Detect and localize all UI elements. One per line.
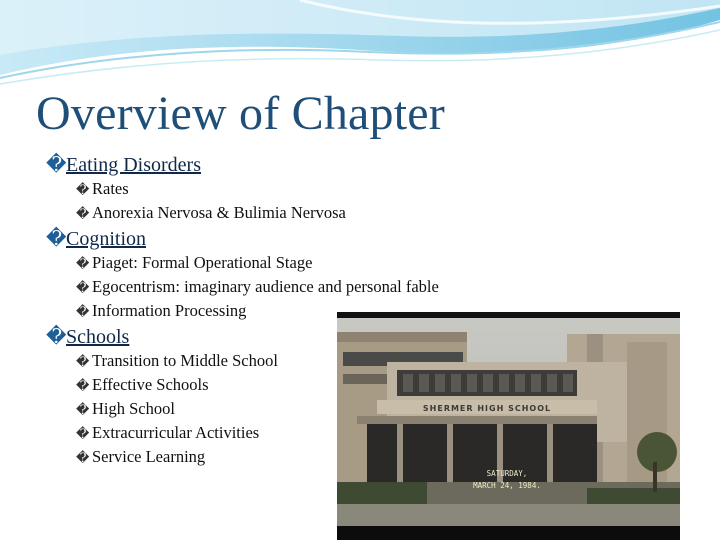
bullet-item: � Anorexia Nervosa & Bulimia Nervosa <box>76 201 686 225</box>
bullet-item: � Transition to Middle School <box>76 349 686 373</box>
bullet-icon: � <box>76 378 90 393</box>
bullet-icon: � <box>76 450 90 465</box>
bullet-item: � High School <box>76 397 686 421</box>
header-wave-decoration <box>0 0 720 90</box>
bullet-icon: � <box>46 228 67 250</box>
school-photo <box>337 312 680 540</box>
bullet-item: � Rates <box>76 177 686 201</box>
slide-title: Overview of Chapter <box>36 87 445 140</box>
bullet-icon: � <box>76 280 90 295</box>
section-heading-schools: �Schools <box>46 326 130 348</box>
bullet-icon: � <box>76 402 90 417</box>
bullet-icon: � <box>76 182 90 197</box>
bullet-icon: � <box>76 256 90 271</box>
section-heading-cognition: �Cognition <box>46 228 147 250</box>
bullet-icon: � <box>76 206 90 221</box>
school-sign-text: SHERMER HIGH SCHOOL <box>422 404 552 413</box>
bullet-icon: � <box>76 304 90 319</box>
bullet-item: � Service Learning <box>76 445 686 469</box>
bullet-icon: � <box>76 426 90 441</box>
photo-caption-line1: SATURDAY, <box>486 469 528 478</box>
bullet-item: � Piaget: Formal Operational Stage <box>76 251 686 275</box>
bullet-item: � Effective Schools <box>76 373 686 397</box>
bullet-icon: � <box>76 354 90 369</box>
section-heading-eating-disorders: �Eating Disorders <box>46 154 201 176</box>
bullet-item: � Information Processing <box>76 299 686 323</box>
bullet-icon: � <box>46 326 67 348</box>
bullet-item: � Extracurricular Activities <box>76 421 686 445</box>
bullet-item: � Egocentrism: imaginary audience and personal fable <box>76 275 686 299</box>
bullet-icon: � <box>46 154 67 176</box>
photo-caption-line2: MARCH 24, 1984. <box>473 481 541 490</box>
